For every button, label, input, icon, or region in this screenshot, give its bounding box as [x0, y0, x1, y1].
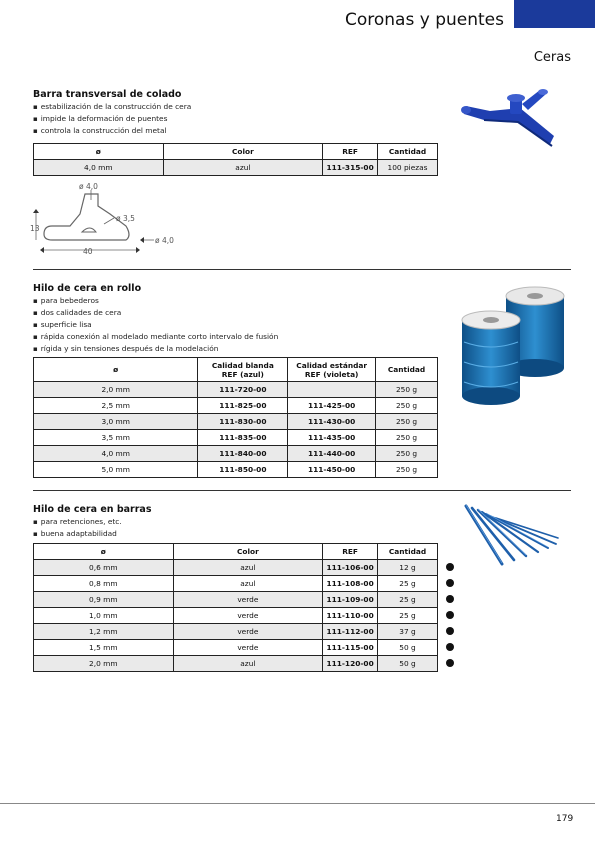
cell-color: azul	[173, 560, 323, 576]
footer-divider	[0, 803, 595, 804]
cell-quantity: 250 g	[376, 414, 438, 430]
list-item: ▪ dos calidades de cera	[33, 307, 278, 319]
col-header-diameter: ø	[34, 544, 174, 560]
cell-ref: 111-120-00	[323, 656, 378, 672]
cell-diameter: 5,0 mm	[34, 462, 198, 478]
section1-bullets	[33, 101, 191, 137]
cell-ref-blue: 111-840-00	[198, 446, 288, 462]
row-marker-dot	[446, 563, 454, 571]
list-item: ▪ rápida conexión al modelado mediante corto intervalo de fusión	[33, 331, 278, 343]
cell-quantity: 25 g	[378, 608, 438, 624]
cell-ref-violet	[288, 382, 376, 398]
cell-color: azul	[173, 576, 323, 592]
col-header-color: Color	[173, 544, 323, 560]
cell-diameter: 0,9 mm	[34, 592, 174, 608]
cell-diameter: 4,0 mm	[34, 160, 164, 176]
header-accent-block	[514, 0, 595, 28]
cell-ref-violet: 111-430-00	[288, 414, 376, 430]
cell-ref: 111-106-00	[323, 560, 378, 576]
col-header-quantity: Cantidad	[378, 144, 438, 160]
cell-diameter: 0,6 mm	[34, 560, 174, 576]
list-item: ▪ impide la deformación de puentes	[33, 113, 191, 125]
table-row	[34, 640, 438, 656]
diagram-height: 13	[30, 224, 40, 233]
col-header-diameter: ø	[34, 358, 198, 382]
cell-ref: 111-109-00	[323, 592, 378, 608]
cell-diameter: 3,0 mm	[34, 414, 198, 430]
table-row	[34, 624, 438, 640]
cell-diameter: 1,2 mm	[34, 624, 174, 640]
cell-ref-violet: 111-425-00	[288, 398, 376, 414]
diagram-top-diameter: ø 4,0	[79, 182, 98, 191]
cell-diameter: 4,0 mm	[34, 446, 198, 462]
table-row	[34, 430, 438, 446]
table-row	[34, 576, 438, 592]
cell-quantity: 250 g	[376, 430, 438, 446]
table-row	[34, 160, 438, 176]
diagram-side-diameter: ø 3,5	[116, 214, 135, 223]
cell-diameter: 0,8 mm	[34, 576, 174, 592]
section1-title: Barra transversal de colado	[33, 89, 182, 100]
col-header-quantity: Cantidad	[378, 544, 438, 560]
section2-title: Hilo de cera en rollo	[33, 283, 142, 294]
cell-quantity: 25 g	[378, 592, 438, 608]
row-marker-dot	[446, 659, 454, 667]
cell-ref-blue: 111-830-00	[198, 414, 288, 430]
row-marker-dot	[446, 643, 454, 651]
row-marker-dot	[446, 611, 454, 619]
cell-ref-violet: 111-440-00	[288, 446, 376, 462]
list-item: ▪ para bebederos	[33, 295, 278, 307]
cell-diameter: 3,5 mm	[34, 430, 198, 446]
col-header-ref: REF	[323, 144, 378, 160]
list-item: ▪ buena adaptabilidad	[33, 528, 122, 540]
cell-ref: 111-112-00	[323, 624, 378, 640]
cell-quantity: 50 g	[378, 640, 438, 656]
cell-quantity: 250 g	[376, 382, 438, 398]
table-row	[34, 560, 438, 576]
cell-color: azul	[163, 160, 323, 176]
list-item: ▪ superficie lisa	[33, 319, 278, 331]
cell-color: verde	[173, 592, 323, 608]
table-row	[34, 462, 438, 478]
cell-diameter: 2,0 mm	[34, 382, 198, 398]
cell-ref: 111-108-00	[323, 576, 378, 592]
cell-quantity: 250 g	[376, 398, 438, 414]
cell-ref-blue: 111-850-00	[198, 462, 288, 478]
cell-diameter: 2,5 mm	[34, 398, 198, 414]
section3-bullets	[33, 516, 122, 540]
table-row	[34, 398, 438, 414]
col-header-color: Color	[163, 144, 323, 160]
cell-ref-violet: 111-435-00	[288, 430, 376, 446]
casting-bar-table	[33, 143, 438, 176]
cell-color: verde	[173, 608, 323, 624]
wax-wire-bars-image	[462, 500, 562, 570]
cell-color: azul	[173, 656, 323, 672]
row-marker-dot	[446, 627, 454, 635]
cell-quantity: 250 g	[376, 446, 438, 462]
category-label: Ceras	[533, 50, 571, 65]
cell-color: verde	[173, 640, 323, 656]
list-item: ▪ para retenciones, etc.	[33, 516, 122, 528]
table-row	[34, 608, 438, 624]
wax-wire-roll-image	[452, 282, 572, 412]
table-row	[34, 592, 438, 608]
cell-ref-blue: 111-825-00	[198, 398, 288, 414]
cell-quantity: 50 g	[378, 656, 438, 672]
cell-diameter: 1,0 mm	[34, 608, 174, 624]
cell-ref-violet: 111-450-00	[288, 462, 376, 478]
cell-color: verde	[173, 624, 323, 640]
cell-ref: 111-115-00	[323, 640, 378, 656]
col-header-ref: REF	[323, 544, 378, 560]
wax-wire-roll-table	[33, 357, 438, 478]
cell-ref-blue: 111-835-00	[198, 430, 288, 446]
section2-bullets	[33, 295, 278, 355]
cell-quantity: 12 g	[378, 560, 438, 576]
diagram-bar-diameter: ø 4,0	[155, 236, 174, 245]
cell-quantity: 100 piezas	[378, 160, 438, 176]
section-divider	[33, 269, 571, 270]
row-marker-dot	[446, 579, 454, 587]
section3-title: Hilo de cera en barras	[33, 504, 152, 515]
table-row	[34, 382, 438, 398]
row-marker-dot	[446, 595, 454, 603]
page-title: Coronas y puentes	[345, 10, 504, 30]
cell-quantity: 37 g	[378, 624, 438, 640]
cell-ref: 111-315-00	[323, 160, 378, 176]
col-header-diameter: ø	[34, 144, 164, 160]
list-item: ▪ controla la construcción del metal	[33, 125, 191, 137]
col-header-standard-quality: Calidad estándar REF (violeta)	[288, 358, 376, 382]
table-row	[34, 656, 438, 672]
cell-diameter: 1,5 mm	[34, 640, 174, 656]
wax-wire-bars-table	[33, 543, 438, 672]
cell-diameter: 2,0 mm	[34, 656, 174, 672]
cell-ref: 111-110-00	[323, 608, 378, 624]
casting-bar-image	[458, 84, 568, 156]
col-header-soft-quality: Calidad blanda REF (azul)	[198, 358, 288, 382]
table-row	[34, 414, 438, 430]
cell-quantity: 250 g	[376, 462, 438, 478]
list-item: ▪ estabilización de la construcción de cera	[33, 101, 191, 113]
col-header-quantity: Cantidad	[376, 358, 438, 382]
casting-bar-diagram	[30, 180, 190, 260]
section-divider	[33, 490, 571, 491]
diagram-length: 40	[83, 247, 93, 256]
page-number: 179	[556, 814, 574, 824]
cell-quantity: 25 g	[378, 576, 438, 592]
cell-ref-blue: 111-720-00	[198, 382, 288, 398]
table-row	[34, 446, 438, 462]
list-item: ▪ rígida y sin tensiones después de la modelación	[33, 343, 278, 355]
